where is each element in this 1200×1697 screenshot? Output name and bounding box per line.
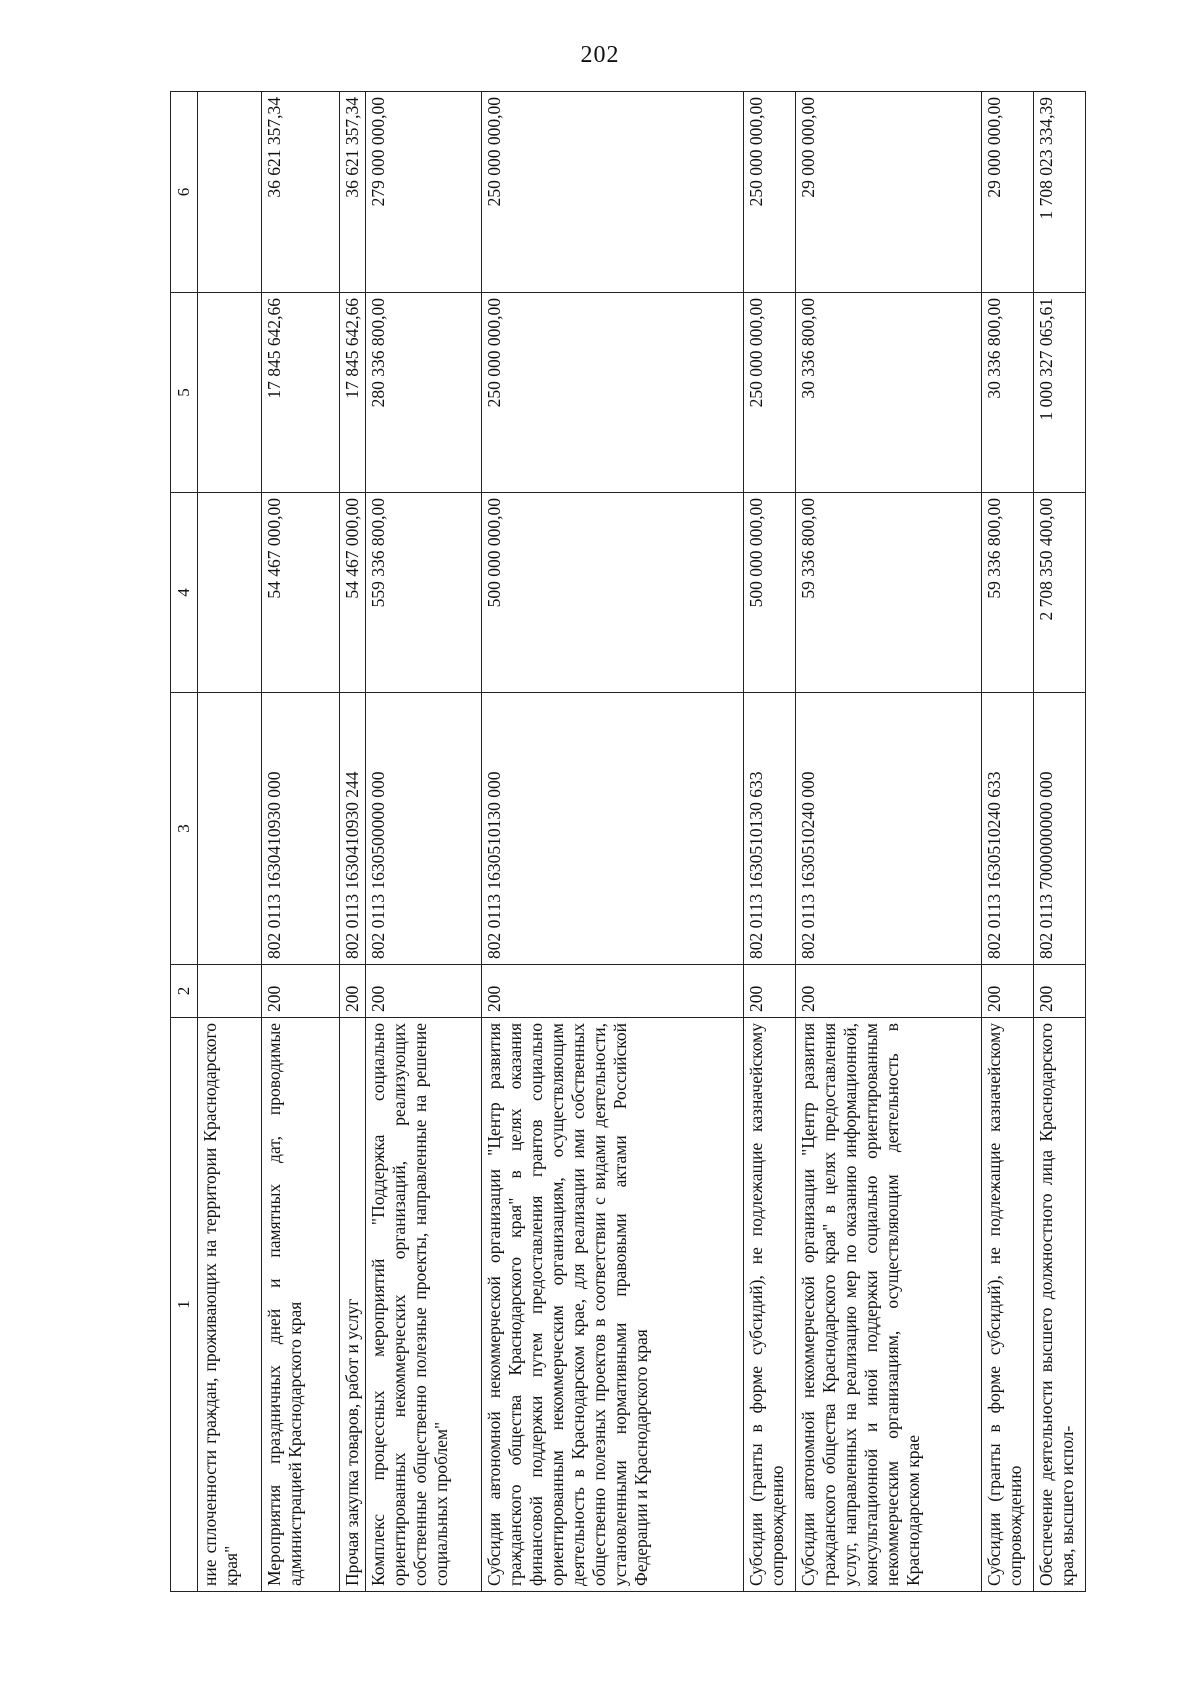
row-col5: 250 000 000,00 xyxy=(482,293,744,493)
row-col6: 29 000 000,00 xyxy=(982,92,1034,293)
row-code xyxy=(198,693,262,965)
column-header: 4 xyxy=(171,493,198,693)
table-header-row xyxy=(171,92,198,1592)
row-col2: 200 xyxy=(262,965,340,1018)
row-col4: 500 000 000,00 xyxy=(482,493,744,693)
table-row xyxy=(1034,92,1086,1592)
column-header: 2 xyxy=(171,965,198,1018)
row-col4: 59 336 800,00 xyxy=(796,493,982,693)
row-col4 xyxy=(198,493,262,693)
row-description: Субсидии автономной некоммерческой организации "Центр развития гражданского общества Краснодарского края" в целях предоставления услуг, направленных на реализацию мер по оказанию информационной, консультационной и иной поддержки социально ориентированным некоммерческим организациям, осуществляющим деятельность в Краснодарском крае xyxy=(796,1018,982,1592)
row-description: Субсидии автономной некоммерческой организации "Центр развития гражданского общества Краснодарского края" в целях оказания финансовой поддержки путем предоставления грантов социально ориентированным некоммерческим организациям, осуществляющим деятельность в Краснодарском крае, для реализации ими собственных общественно полезных проектов в соответствии с видами деятельности, установленными нормативными правовыми актами Российской Федерации и Краснодарского края xyxy=(482,1018,744,1592)
table-row xyxy=(482,92,744,1592)
row-col6: 250 000 000,00 xyxy=(744,92,796,293)
table-row xyxy=(796,92,982,1592)
rotated-table-container xyxy=(170,92,1078,1592)
table-row xyxy=(982,92,1034,1592)
row-description: Прочая закупка товаров, работ и услуг xyxy=(340,1018,366,1592)
row-code: 802 0113 1630410930 244 xyxy=(340,693,366,965)
row-col5: 1 000 327 065,61 xyxy=(1034,293,1086,493)
row-col4: 559 336 800,00 xyxy=(366,493,482,693)
row-col6: 29 000 000,00 xyxy=(796,92,982,293)
row-description: Комплекс процессных мероприятий "Поддержка социально ориентированных некоммерческих организаций, реализующих собственные общественно полезные проекты, направленные на решение социальных проблем" xyxy=(366,1018,482,1592)
row-col4: 59 336 800,00 xyxy=(982,493,1034,693)
row-col2: 200 xyxy=(744,965,796,1018)
column-header: 3 xyxy=(171,693,198,965)
row-col5: 30 336 800,00 xyxy=(796,293,982,493)
row-col6: 250 000 000,00 xyxy=(482,92,744,293)
row-col2: 200 xyxy=(796,965,982,1018)
row-col6 xyxy=(198,92,262,293)
row-code: 802 0113 1630510130 633 xyxy=(744,693,796,965)
row-col2: 200 xyxy=(340,965,366,1018)
row-description: Субсидии (гранты в форме субсидий), не подлежащие казначейскому сопровождению xyxy=(744,1018,796,1592)
row-col6: 36 621 357,34 xyxy=(262,92,340,293)
row-description: Обеспечение деятельности высшего должностного лица Краснодарского края, высшего испол- xyxy=(1034,1018,1086,1592)
table-row xyxy=(744,92,796,1592)
row-col5: 250 000 000,00 xyxy=(744,293,796,493)
column-header: 5 xyxy=(171,293,198,493)
row-col5: 30 336 800,00 xyxy=(982,293,1034,493)
row-col2: 200 xyxy=(982,965,1034,1018)
row-code: 802 0113 1630510130 000 xyxy=(482,693,744,965)
row-col2: 200 xyxy=(482,965,744,1018)
row-col4: 54 467 000,00 xyxy=(262,493,340,693)
row-code: 802 0113 1630410930 000 xyxy=(262,693,340,965)
row-col6: 36 621 357,34 xyxy=(340,92,366,293)
row-col5: 17 845 642,66 xyxy=(340,293,366,493)
row-code: 802 0113 1630510240 633 xyxy=(982,693,1034,965)
row-col4: 500 000 000,00 xyxy=(744,493,796,693)
row-col2: 200 xyxy=(1034,965,1086,1018)
row-col5: 17 845 642,66 xyxy=(262,293,340,493)
row-code: 802 0113 1630510240 000 xyxy=(796,693,982,965)
row-col2 xyxy=(198,965,262,1018)
row-col2: 200 xyxy=(366,965,482,1018)
row-col6: 279 000 000,00 xyxy=(366,92,482,293)
column-header: 6 xyxy=(171,92,198,293)
row-description: ние сплоченности граждан, проживающих на территории Краснодарского края" xyxy=(198,1018,262,1592)
row-col5 xyxy=(198,293,262,493)
row-description: Мероприятия праздничных дней и памятных дат, проводимые администрацией Краснодарского края xyxy=(262,1018,340,1592)
table-row xyxy=(366,92,482,1592)
row-col5: 280 336 800,00 xyxy=(366,293,482,493)
row-code: 802 0113 1630500000 000 xyxy=(366,693,482,965)
column-header: 1 xyxy=(171,1018,198,1592)
row-code: 802 0113 7000000000 000 xyxy=(1034,693,1086,965)
row-col4: 2 708 350 400,00 xyxy=(1034,493,1086,693)
table-row xyxy=(262,92,340,1592)
table-row xyxy=(340,92,366,1592)
row-description: Субсидии (гранты в форме субсидий), не подлежащие казначейскому сопровождению xyxy=(982,1018,1034,1592)
table-row xyxy=(198,92,262,1592)
budget-table xyxy=(170,91,1086,1592)
row-col6: 1 708 023 334,39 xyxy=(1034,92,1086,293)
page-number: 202 xyxy=(580,42,620,68)
row-col4: 54 467 000,00 xyxy=(340,493,366,693)
